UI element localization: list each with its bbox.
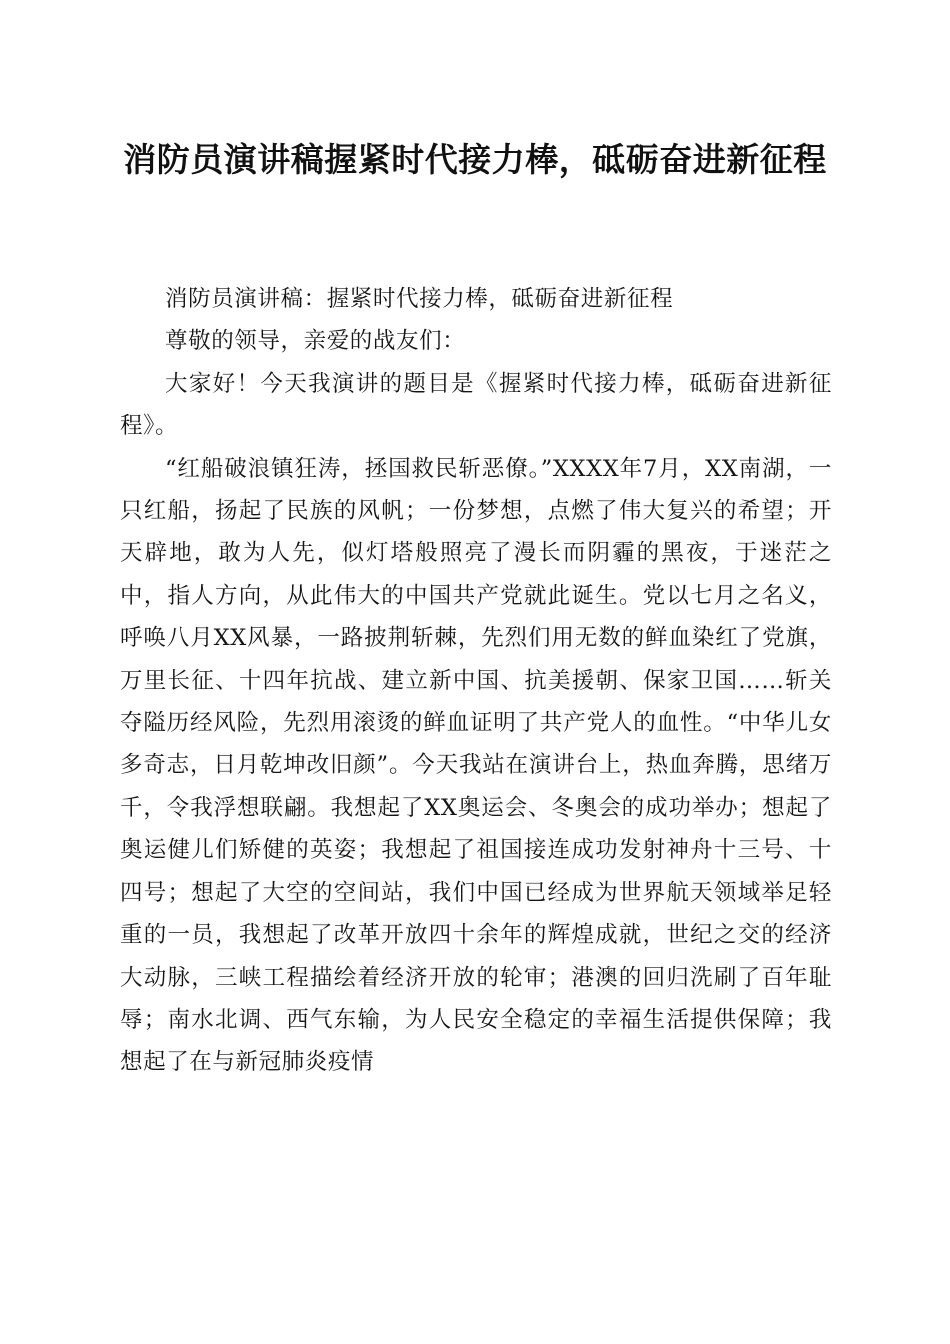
document-title: 消防员演讲稿握紧时代接力棒，砥砺奋进新征程: [123, 140, 827, 179]
paragraph-main: “红船破浪镇狂涛，拯国救民斩恶僚。”XXXX年7月，XX南湖，一只红船，扬起了民族的风帆；一份梦想，点燃了伟大复兴的希望；开天辟地，敢为人先，似灯塔般照亮了漫长而阴霾的黑夜，于迷茫之中，指人方向，从此伟大的中国共产党就此诞生。党以七月之名义，呼唤八月XX风暴，一路披荆斩棘，先烈们用无数的鲜血染红了党旗，万里长征、十四年抗战、建立新中国、抗美援朝、保家卫国……斩关夺隘历经风险，先烈用滚烫的鲜血证明了共产党人的血性。“中华儿女多奇志，日月乾坤改旧颜”。今天我站在演讲台上，热血奔腾，思绪万千，令我浮想联翩。我想起了XX奥运会、冬奥会的成功举办；想起了奥运健儿们矫健的英姿；我想起了祖国接连成功发射神舟十三号、十四号；想起了大空的空间站，我们中国已经成为世界航天领域举足轻重的一员，我想起了改革开放四十余年的辉煌成就，世纪之交的经济大动脉，三峡工程描绘着经济开放的轮审；港澳的回归洗刷了百年耻辱；南水北调、西气东输，为人民安全稳定的幸福生活提供保障；我想起了在与新冠肺炎疫情: [120, 455, 832, 1076]
paragraph-greeting: 大家好！今天我演讲的题目是《握紧时代接力棒，砥砺奋进新征程》。: [120, 370, 832, 440]
document-body: [120, 278, 832, 1084]
paragraph-salutation: 尊敬的领导，亲爱的战友们：: [165, 328, 466, 355]
paragraph-subtitle: 消防员演讲稿：握紧时代接力棒，砥砺奋进新征程: [165, 286, 674, 312]
